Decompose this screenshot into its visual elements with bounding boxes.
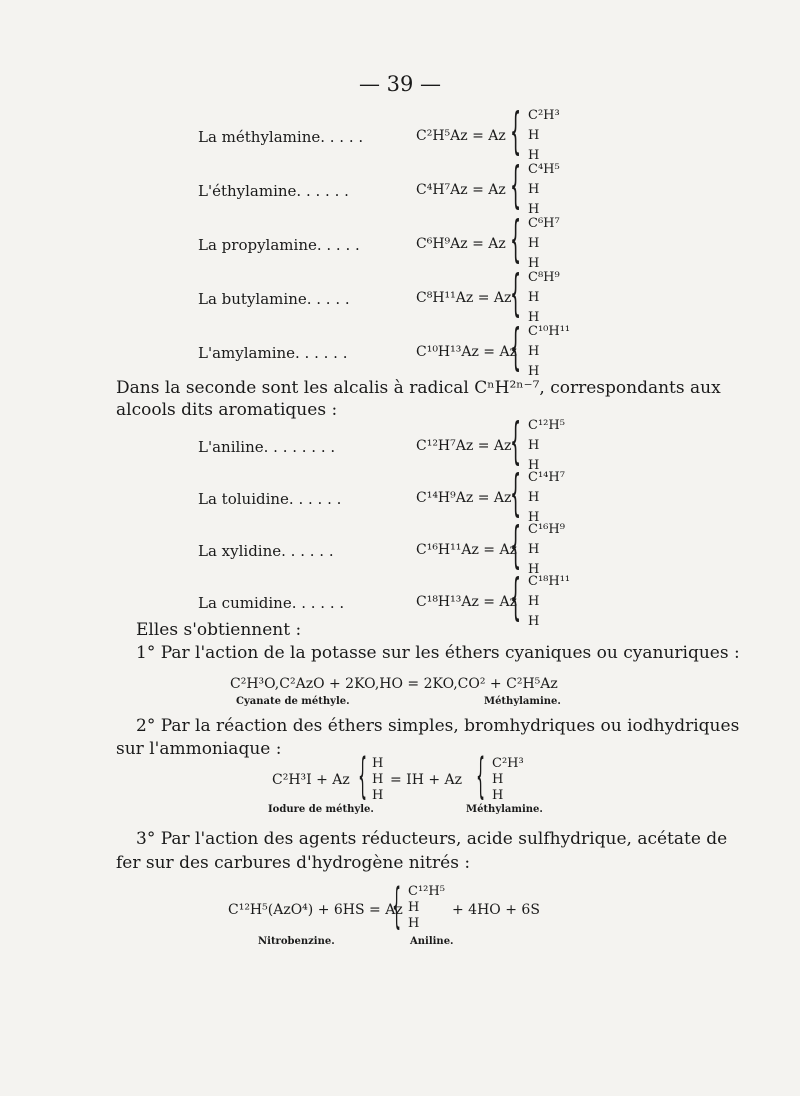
substituent: C⁶H⁷ <box>528 216 560 231</box>
substituent-stack <box>528 322 570 382</box>
obtained-heading: Elles s'obtiennent : <box>136 620 302 640</box>
substituent: H <box>408 900 420 915</box>
amine-name: La propylamine. . . . . <box>198 236 360 254</box>
substituent: C²H³ <box>492 756 524 771</box>
substituent-stack <box>528 572 570 632</box>
substituent: C²H³ <box>528 108 560 123</box>
amine-name: L'amylamine. . . . . . <box>198 344 348 362</box>
substituent: H <box>528 510 540 525</box>
substituent: H <box>528 182 540 197</box>
aromatic-intro-line1: Dans la seconde sont les alcalis à radical CⁿH²ⁿ⁻⁷, correspondants aux <box>116 378 721 398</box>
substituent: H <box>528 542 540 557</box>
substituent: C¹⁶H⁹ <box>528 522 565 537</box>
amine-formula: C¹⁰H¹³Az = Az <box>416 344 517 360</box>
substituent: H <box>372 772 384 787</box>
substituent: C¹²H⁵ <box>408 884 445 899</box>
equation-2-brace-1: { <box>358 748 368 804</box>
amine-name: La butylamine. . . . . <box>198 290 350 308</box>
amine-name: La cumidine. . . . . . <box>198 594 345 612</box>
brace-glyph: { <box>510 516 522 574</box>
amine-formula: C¹⁶H¹¹Az = Az <box>416 542 517 558</box>
amine-formula: C⁴H⁷Az = Az <box>416 182 506 198</box>
substituent: H <box>528 290 540 305</box>
method-3-line1: 3° Par l'action des agents réducteurs, acide sulfhydrique, acétate de <box>136 829 728 849</box>
brace-glyph: { <box>510 412 522 470</box>
equation-3-caption-right: Aniline. <box>410 936 454 947</box>
equation-2-caption-right: Méthylamine. <box>466 804 543 815</box>
brace-glyph: { <box>510 102 522 160</box>
substituent: H <box>528 614 540 629</box>
substituent: H <box>528 310 540 325</box>
amine-row <box>198 318 618 384</box>
substituent: H <box>528 562 540 577</box>
brace-glyph: { <box>510 568 522 626</box>
substituent: C¹⁴H⁷ <box>528 470 565 485</box>
equation-1-caption-right: Méthylamine. <box>484 696 561 707</box>
substituent: C¹²H⁵ <box>528 418 565 433</box>
substituent: H <box>528 594 540 609</box>
method-3-line2: fer sur des carbures d'hydrogène nitrés : <box>116 853 471 873</box>
amine-formula: C¹⁴H⁹Az = Az <box>416 490 512 506</box>
amine-formula: C⁶H⁹Az = Az <box>416 236 506 252</box>
method-2-line1: 2° Par la réaction des éthers simples, bromhydriques ou iodhydriques <box>136 716 740 736</box>
amine-name: L'aniline. . . . . . . . <box>198 438 336 456</box>
substituent: H <box>528 364 540 379</box>
substituent: H <box>528 128 540 143</box>
equation-2-left: C²H³I + Az <box>272 772 350 788</box>
substituent: H <box>528 202 540 217</box>
brace-glyph: { <box>510 156 522 214</box>
substituent: H <box>528 148 540 163</box>
equation-3-brace: { <box>392 878 402 934</box>
brace-glyph: { <box>510 464 522 522</box>
aromatic-intro-line2: alcools dits aromatiques : <box>116 400 338 420</box>
equation-2-stack-1 <box>372 756 383 804</box>
substituent: H <box>528 344 540 359</box>
equation-2-mid: = IH + Az <box>390 772 463 788</box>
amine-name: La toluidine. . . . . . <box>198 490 342 508</box>
page-number: — 39 — <box>358 72 442 96</box>
equation-2-caption-left: Iodure de méthyle. <box>268 804 374 815</box>
brace-glyph: { <box>510 264 522 322</box>
substituent: H <box>408 916 420 931</box>
substituent: H <box>528 490 540 505</box>
method-2-line2: sur l'ammoniaque : <box>116 739 282 759</box>
amine-formula: C⁸H¹¹Az = Az <box>416 290 512 306</box>
brace-glyph: { <box>510 318 522 376</box>
substituent: H <box>528 236 540 251</box>
substituent: H <box>528 438 540 453</box>
substituent: H <box>372 756 384 771</box>
method-1-text: 1° Par l'action de la potasse sur les éthers cyaniques ou cyanuriques : <box>136 643 740 663</box>
substituent: H <box>372 788 384 803</box>
substituent: C⁴H⁵ <box>528 162 560 177</box>
amine-formula: C¹²H⁷Az = Az <box>416 438 512 454</box>
equation-3-caption-left: Nitrobenzine. <box>258 936 335 947</box>
substituent: H <box>528 256 540 271</box>
amine-formula: C²H⁵Az = Az <box>416 128 506 144</box>
brace-glyph: { <box>510 210 522 268</box>
substituent: C⁸H⁹ <box>528 270 560 285</box>
substituent: H <box>528 458 540 473</box>
substituent: C¹⁸H¹¹ <box>528 574 571 589</box>
equation-2-stack-2 <box>492 756 524 804</box>
equation-1: C²H³O,C²AzO + 2KO,HO = 2KO,CO² + C²H⁵Az <box>230 676 558 692</box>
substituent: H <box>492 788 504 803</box>
substituent: C¹⁰H¹¹ <box>528 324 571 339</box>
equation-3-left: C¹²H⁵(AzO⁴) + 6HS = Az <box>228 902 403 918</box>
equation-1-caption-left: Cyanate de méthyle. <box>236 696 350 707</box>
equation-3-stack <box>408 884 445 932</box>
amine-name: La méthylamine. . . . . <box>198 128 364 146</box>
amine-name: L'éthylamine. . . . . . <box>198 182 349 200</box>
amine-name: La xylidine. . . . . . <box>198 542 334 560</box>
equation-2-brace-2: { <box>476 748 486 804</box>
amine-formula: C¹⁸H¹³Az = Az <box>416 594 517 610</box>
substituent: H <box>492 772 504 787</box>
equation-3-right: + 4HO + 6S <box>452 902 540 918</box>
